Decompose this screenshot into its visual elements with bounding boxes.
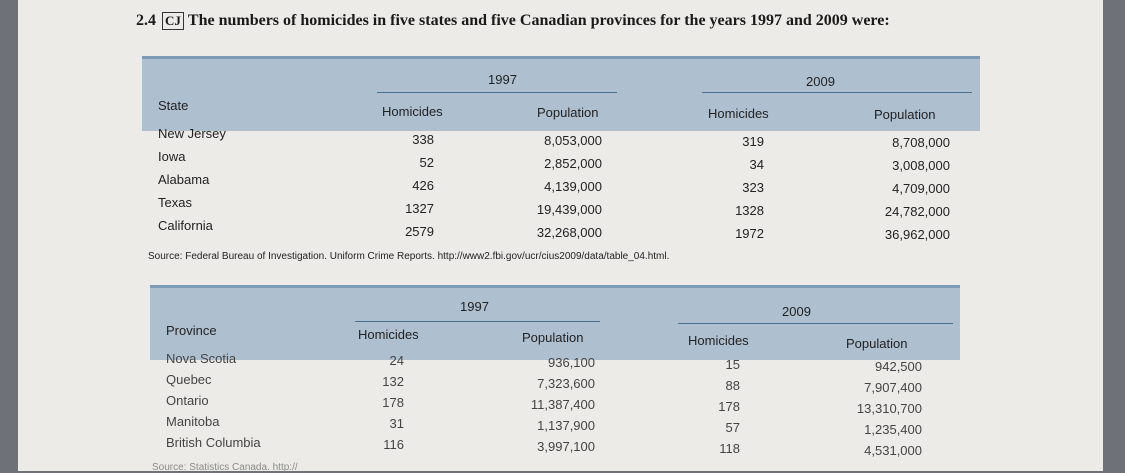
problem-statement [136,12,890,30]
problem-tag: CJ [162,12,184,30]
col-homicides-1997-2: Homicides [358,327,419,342]
row-population-2009: 13,310,700 [856,401,922,416]
problem-number: 2.4 [136,12,156,29]
row-homicides-1997: 2579 [405,224,434,239]
provinces-table [150,285,960,471]
row-homicides-1997: 338 [412,132,434,147]
row-population-1997: 3,997,100 [537,439,595,454]
row-population-1997: 2,852,000 [544,156,602,171]
row-name: Alabama [158,172,210,187]
col-homicides-2009-2: Homicides [688,333,749,348]
year-2009-rule [702,92,972,93]
row-population-1997: 11,387,400 [530,397,595,412]
row-name: Texas [158,195,192,210]
row-population-1997: 936,100 [548,355,595,370]
row-homicides-1997: 426 [412,178,434,193]
row-homicides-2009: 1328 [735,203,764,218]
row-name: California [158,218,213,233]
col-population-1997-2: Population [522,330,584,345]
year-2009-label-2: 2009 [782,304,811,319]
col-state: State [158,98,189,113]
row-homicides-1997: 132 [382,374,404,389]
year-2009-label: 2009 [806,74,835,89]
row-population-2009: 1,235,400 [864,422,922,437]
row-name: British Columbia [166,435,261,450]
row-population-1997: 1,137,900 [537,418,595,433]
row-population-2009: 3,008,000 [892,158,950,173]
row-homicides-2009: 178 [718,399,740,414]
year-1997-label: 1997 [488,72,517,87]
year-1997-rule [377,92,617,93]
row-population-2009: 4,531,000 [864,443,922,458]
row-homicides-1997: 1327 [405,201,434,216]
col-homicides-2009: Homicides [708,106,769,121]
row-population-2009: 4,709,000 [892,181,950,196]
col-population-2009-2: Population [846,336,908,351]
row-homicides-1997: 116 [383,437,404,452]
row-population-1997: 8,053,000 [544,133,602,148]
row-homicides-2009: 319 [742,134,764,149]
row-population-1997: 4,139,000 [544,179,602,194]
row-homicides-1997: 178 [382,395,404,410]
col-homicides-1997: Homicides [382,104,443,119]
col-population-2009: Population [874,107,936,122]
row-population-2009: 7,907,400 [864,380,922,395]
row-name: Manitoba [166,414,220,429]
row-name: Nova Scotia [166,351,237,366]
row-homicides-2009: 57 [725,420,740,435]
year-2009-rule-2 [678,323,953,324]
row-population-2009: 942,500 [875,359,922,374]
row-homicides-1997: 31 [389,416,404,431]
row-population-2009: 24,782,000 [884,204,950,219]
row-population-1997: 19,439,000 [536,202,602,217]
row-homicides-2009: 88 [725,378,740,393]
year-1997-rule-2 [355,321,600,322]
row-population-2009: 8,708,000 [892,135,950,150]
source-note-2: Source: Statistics Canada. http:// [152,462,298,473]
row-name: Iowa [158,149,186,164]
row-homicides-2009: 15 [725,357,740,372]
col-province: Province [166,323,217,338]
year-1997-label-2: 1997 [460,299,489,314]
row-homicides-2009: 118 [719,441,740,456]
row-homicides-2009: 1972 [735,226,764,241]
row-name: Ontario [166,393,209,408]
row-population-2009: 36,962,000 [884,227,950,242]
states-table [142,56,980,246]
source-note-1: Source: Federal Bureau of Investigation. Uniform Crime Reports. http://www2.fbi.gov/ucr/cius2009/data/table_04.html. [148,251,670,262]
row-homicides-1997: 52 [419,155,434,170]
col-population-1997: Population [537,105,599,120]
row-population-1997: 32,268,000 [536,225,602,240]
row-population-1997: 7,323,600 [537,376,595,391]
row-name: Quebec [166,372,212,387]
row-homicides-2009: 323 [742,180,764,195]
row-homicides-2009: 34 [749,157,764,172]
problem-text: The numbers of homicides in five states and five Canadian provinces for the years 1997 and 2009 were: [187,12,890,29]
row-homicides-1997: 24 [389,353,404,368]
row-name: New Jersey [158,126,226,141]
